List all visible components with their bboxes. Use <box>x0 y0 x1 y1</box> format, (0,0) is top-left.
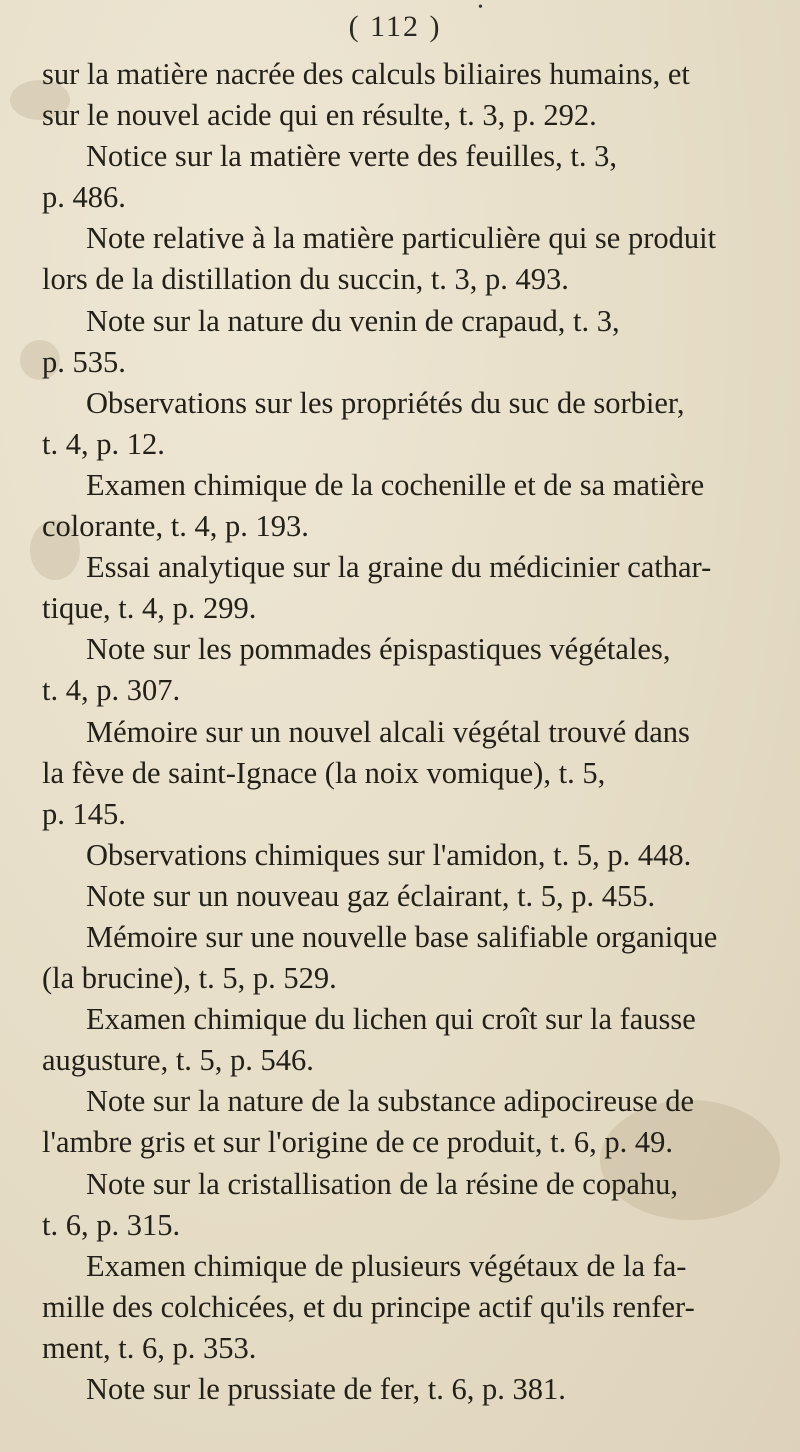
entry-line: Examen chimique de la cochenille et de sa matière <box>86 467 705 502</box>
entry-line: Note sur le prussiate de fer, t. 6, p. 381. <box>86 1372 566 1406</box>
body-text <box>42 54 782 1410</box>
bibliography-entry <box>42 1081 782 1163</box>
entry-line: Notice sur la matière verte des feuilles, t. 3, <box>86 139 618 174</box>
entry-line: Note sur les pommades épispastiques végétales, <box>86 632 671 667</box>
entry-line: p. 535. <box>42 344 126 379</box>
entry-line: p. 486. <box>42 180 126 215</box>
entry-line: (la brucine), t. 5, p. 529. <box>42 961 337 996</box>
entry-line: Note sur la nature de la substance adipocireuse de <box>86 1084 695 1119</box>
bibliography-entry <box>42 1164 782 1246</box>
entry-line: Observations chimiques sur l'amidon, t. 5, p. 448. <box>86 837 692 872</box>
entry-line: t. 4, p. 307. <box>42 673 181 708</box>
bibliography-entry <box>42 465 782 547</box>
entry-line: sur le nouvel acide qui en résulte, t. 3, p. 292. <box>42 98 597 133</box>
bibliography-entry <box>42 876 782 917</box>
entry-line: Note sur un nouveau gaz éclairant, t. 5, p. 455. <box>86 878 656 913</box>
entry-line: Examen chimique de plusieurs végétaux de la fa- <box>86 1248 687 1283</box>
entry-line: Essai analytique sur la graine du médicinier cathar- <box>86 550 712 585</box>
entry-line: t. 4, p. 12. <box>42 426 165 461</box>
bibliography-entry <box>42 301 782 383</box>
entry-line: Note relative à la matière particulière qui se produit <box>86 221 717 256</box>
entry-line: t. 6, p. 315. <box>42 1207 181 1242</box>
bibliography-entry <box>42 383 782 465</box>
bibliography-entry <box>42 999 782 1081</box>
entry-line: l'ambre gris et sur l'origine de ce produit, t. 6, p. 49. <box>42 1125 674 1160</box>
bibliography-entry <box>42 835 782 876</box>
ink-dot: • <box>478 0 483 15</box>
entry-line: la fève de saint-Ignace (la noix vomique), t. 5, <box>42 755 606 790</box>
entry-line: ment, t. 6, p. 353. <box>42 1330 257 1365</box>
entry-line: augusture, t. 5, p. 546. <box>42 1043 314 1078</box>
entry-line: lors de la distillation du succin, t. 3, p. 493. <box>42 262 569 297</box>
entry-line: colorante, t. 4, p. 193. <box>42 509 309 544</box>
bibliography-entry <box>42 629 782 711</box>
bibliography-entry <box>42 136 782 218</box>
entry-line: Observations sur les propriétés du suc de sorbier, <box>86 385 685 420</box>
bibliography-entry <box>42 712 782 835</box>
entry-line: Mémoire sur un nouvel alcali végétal trouvé dans <box>86 714 690 749</box>
bibliography-entry <box>42 547 782 629</box>
bibliography-entry <box>42 54 782 136</box>
bibliography-entry <box>42 1246 782 1369</box>
bibliography-entry <box>42 1369 782 1410</box>
entry-line: Examen chimique du lichen qui croît sur la fausse <box>86 1002 696 1037</box>
entry-line: Note sur la nature du venin de crapaud, t. 3, <box>86 303 620 338</box>
entry-line: Mémoire sur une nouvelle base salifiable organique <box>86 919 718 954</box>
page-number: ( 112 ) <box>348 10 442 43</box>
entry-line: tique, t. 4, p. 299. <box>42 591 257 626</box>
entry-line: sur la matière nacrée des calculs biliaires humains, et <box>42 57 690 91</box>
bibliography-entry <box>42 218 782 300</box>
entry-line: p. 145. <box>42 796 126 831</box>
entry-line: mille des colchicées, et du principe actif qu'ils renfer- <box>42 1289 695 1324</box>
entry-line: Note sur la cristallisation de la résine de copahu, <box>86 1166 679 1201</box>
bibliography-entry <box>42 917 782 999</box>
